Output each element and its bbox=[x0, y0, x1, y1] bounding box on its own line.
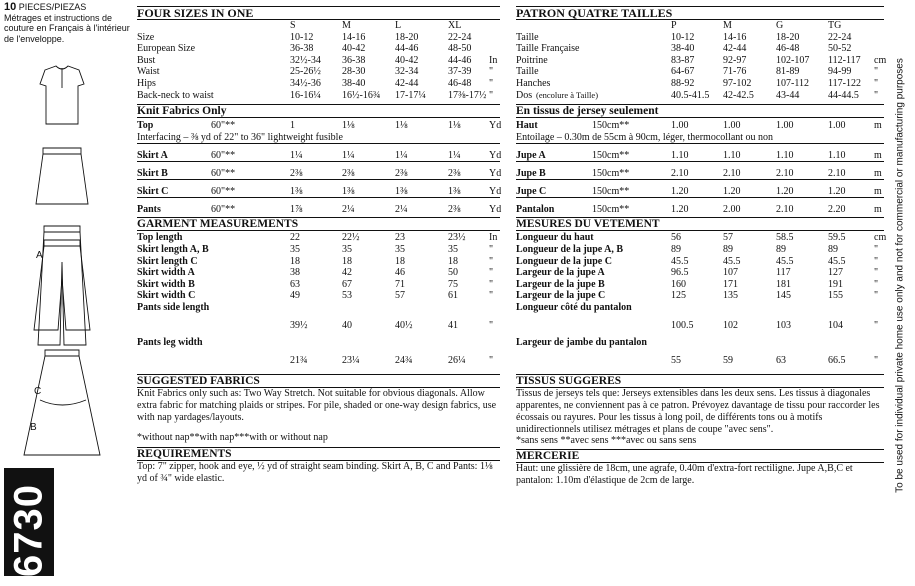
fr-size-m: M bbox=[723, 20, 732, 31]
fr-nap-note: *sans sens **avec sens ***avec ou sans sens bbox=[516, 435, 697, 447]
fr-garment-rows-3: Largeur de la jupe A 96.5 107 117 127 " bbox=[516, 267, 879, 279]
fr-yardage-rows-2: Jupe C 150cm** 1.20 1.20 1.20 1.20 m bbox=[516, 179, 884, 197]
fr-garment-rows bbox=[516, 232, 887, 302]
en-body-measurements bbox=[137, 32, 500, 102]
figure-label-c: C bbox=[34, 386, 42, 397]
fr-title: PATRON QUATRE TAILLES bbox=[516, 6, 884, 20]
en-size-l: L bbox=[395, 20, 402, 31]
fr-interfacing: Entoilage – 0.30m de 55cm à 90cm, léger, thermocollant ou non bbox=[516, 131, 774, 143]
english-panel bbox=[137, 6, 500, 485]
en-yardage-rows bbox=[137, 143, 500, 215]
fr-yardage-rows-1: Jupe B 150cm** 2.10 2.10 2.10 2.10 m bbox=[516, 161, 884, 179]
pants-sketch bbox=[38, 226, 86, 345]
sketch-column bbox=[0, 0, 130, 580]
usage-notice bbox=[888, 0, 915, 580]
en-garment-rows-5: Skirt width C 49 53 57 61 " bbox=[137, 290, 494, 302]
en-garment-header: GARMENT MEASUREMENTS bbox=[137, 217, 500, 231]
french-note: Métrages et instructions de couture en Français à l'intérieur de l'enveloppe. bbox=[4, 12, 130, 44]
fr-fabrics-header: TISSUS SUGGERES bbox=[516, 374, 884, 388]
fr-garment-rows-0: Longueur du haut 56 57 58.5 59.5 cm bbox=[516, 232, 887, 244]
garment-sketches bbox=[0, 0, 130, 470]
fr-garment-rows-1: Longueur de la jupe A, B 89 89 89 89 " bbox=[516, 243, 879, 255]
en-garment-rows-0: Top length 22 22½ 23 23½ In bbox=[137, 232, 498, 244]
skirt-c-sketch bbox=[36, 148, 88, 204]
fr-top-row: Haut 150cm** 1.00 1.00 1.00 1.00 m bbox=[516, 120, 882, 132]
fr-pants-leg-label: Largeur de jambe du pantalon bbox=[516, 337, 647, 349]
en-top-row: Top 60"** 1 1⅛ 1⅛ 1⅛ Yd bbox=[137, 120, 502, 132]
fr-pants-leg-row: 55 59 63 66.5 " bbox=[671, 354, 879, 366]
en-yardage-rows-0: Skirt A 60"** 1¼ 1¼ 1¼ 1¼ Yd bbox=[137, 143, 500, 161]
en-pants-side-row: 39½ 40 40½ 41 " bbox=[290, 319, 494, 331]
fr-size-p: P bbox=[671, 20, 677, 31]
en-requirements-header: REQUIREMENTS bbox=[137, 447, 500, 461]
en-yardage-rows-2: Skirt C 60"** 1⅜ 1⅜ 1⅜ 1⅜ Yd bbox=[137, 179, 500, 197]
fr-size-header-row bbox=[516, 20, 884, 32]
en-yardage-rows-1: Skirt B 60"** 2⅜ 2⅜ 2⅜ 2⅜ Yd bbox=[137, 161, 500, 179]
fr-yardage-rows-0: Jupe A 150cm** 1.10 1.10 1.10 1.10 m bbox=[516, 143, 884, 161]
en-interfacing: Interfacing – ⅜ yd of 22" to 36" lightweight fusible bbox=[137, 131, 343, 143]
en-pants-side-label: Pants side length bbox=[137, 301, 210, 313]
en-pants-leg-row: 21¾ 23¼ 24¾ 26¼ " bbox=[290, 354, 494, 366]
fr-yardage-rows bbox=[516, 143, 884, 215]
fr-measure-rows-4: Hanches 88-92 97-102 107-112 117-122 " bbox=[516, 77, 879, 89]
en-title: FOUR SIZES IN ONE bbox=[137, 6, 500, 20]
en-size-xl: XL bbox=[448, 20, 462, 31]
figure-label-b: B bbox=[30, 422, 37, 433]
figure-label-a: A bbox=[36, 250, 43, 261]
pattern-number-badge bbox=[4, 468, 54, 576]
en-garment-rows-3: Skirt width A 38 42 46 50 " bbox=[137, 267, 494, 279]
fr-measure-rows-3: Taille 64-67 71-76 81-89 94-99 " bbox=[516, 66, 879, 78]
en-nap-note: *without nap**with nap***with or without nap bbox=[137, 431, 328, 443]
en-size-header-row bbox=[137, 20, 500, 32]
en-garment-rows-1: Skirt length A, B 35 35 35 35 " bbox=[137, 243, 494, 255]
fr-requirements-text: Haut: une glissière de 18cm, une agrafe, 0.40m d'extra-fort rectiligne. Jupe A,B,C et pantalon: 1.10m d'élastique de 2cm de large. bbox=[516, 463, 853, 487]
fr-garment-header: MESURES DU VETEMENT bbox=[516, 217, 884, 231]
en-fabrics-text: Knit Fabrics only such as: Two Way Stretch. Not suitable for obvious diagonals. Allow extra fabric for matching plaids or stripes. For pile, shaded or one-way design fabrics, use with nap yardages/layouts. bbox=[137, 388, 497, 423]
en-yardage-rows-3: Pants 60"** 1⅞ 2¼ 2¼ 2⅜ Yd bbox=[137, 197, 500, 215]
en-measure-rows-5: Back-neck to waist 16-16¼ 16½-16¾ 17-17¼ 17⅜-17½ " bbox=[137, 89, 494, 101]
en-measure-rows-4: Hips 34½-36 38-40 42-44 46-48 " bbox=[137, 77, 494, 89]
en-garment-rows-4: Skirt width B 63 67 71 75 " bbox=[137, 278, 494, 290]
pattern-number: 6730 bbox=[6, 484, 51, 577]
fr-knit-header: En tissus de jersey seulement bbox=[516, 104, 884, 118]
en-knit-header: Knit Fabrics Only bbox=[137, 104, 500, 118]
fr-pants-side-row: 100.5 102 103 104 " bbox=[671, 319, 879, 331]
fr-yardage-rows-3: Pantalon 150cm** 1.20 2.00 2.10 2.20 m bbox=[516, 197, 884, 215]
fr-garment-rows-5: Largeur de la jupe C 125 135 145 155 " bbox=[516, 290, 879, 302]
en-measure-rows-2: Bust 32½-34 36-38 40-42 44-46 In bbox=[137, 54, 498, 66]
en-pants-leg-label: Pants leg width bbox=[137, 337, 203, 349]
fr-garment-rows-2: Longueur de la jupe C 45.5 45.5 45.5 45.5 " bbox=[516, 255, 879, 267]
fr-measure-rows-0: Taille 10-12 14-16 18-20 22-24 bbox=[516, 31, 852, 43]
fr-measure-rows-1: Taille Française 38-40 42-44 46-48 50-52 bbox=[516, 43, 852, 55]
en-size-s: S bbox=[290, 20, 296, 31]
en-garment-rows bbox=[137, 232, 500, 302]
french-panel bbox=[516, 6, 887, 487]
fr-requirements-header: MERCERIE bbox=[516, 449, 884, 463]
fr-size-tg: TG bbox=[828, 20, 842, 31]
en-fabrics-header: SUGGESTED FABRICS bbox=[137, 374, 500, 388]
en-measure-rows-3: Waist 25-26½ 28-30 32-34 37-39 " bbox=[137, 66, 494, 78]
en-size-m: M bbox=[342, 20, 351, 31]
pieces-count: 10 bbox=[4, 1, 17, 13]
fr-garment-rows-4: Largeur de la jupe B 160 171 181 191 " bbox=[516, 278, 879, 290]
fr-size-g: G bbox=[776, 20, 784, 31]
skirt-b-sketch bbox=[24, 350, 100, 455]
fr-fabrics-text: Tissus de jerseys tels que: Jerseys extensibles dans les deux sens. Les tissus à diagonales apparentes, ne conviennent pas à ce patron. Prévoyez davantage de tissu pour raccorder les écossais ou rayures. Pour les tissus à long poil, de différents tons ou à motifs unidirectionnels utilisez métrages et plans de coupe "avec sens". bbox=[516, 388, 880, 435]
pieces-label: PIECES/PIEZAS bbox=[18, 2, 87, 12]
fr-pants-side-label: Longueur côté du pantalon bbox=[516, 301, 632, 313]
fr-body-measurements bbox=[516, 31, 887, 102]
fr-measure-rows-2: Poitrine 83-87 92-97 102-107 112-117 cm bbox=[516, 54, 887, 66]
fr-measure-rows-5: Dos (encolure à Taille) 40.5-41.5 42-42.5 43-44 44-44.5 " bbox=[516, 89, 879, 101]
en-measure-rows-0: Size 10-12 14-16 18-20 22-24 bbox=[137, 31, 472, 43]
en-garment-rows-2: Skirt length C 18 18 18 18 " bbox=[137, 255, 494, 267]
en-measure-rows-1: European Size 36-38 40-42 44-46 48-50 bbox=[137, 43, 472, 55]
en-requirements-text: Top: 7" zipper, hook and eye, ½ yd of straight seam binding. Skirt A, B, C and Pants: 1⅛ yd of ¾" wide elastic. bbox=[137, 461, 493, 485]
usage-notice-text: To be used for individual private home use only and not for commercial or manufacturing purposes bbox=[894, 58, 906, 493]
